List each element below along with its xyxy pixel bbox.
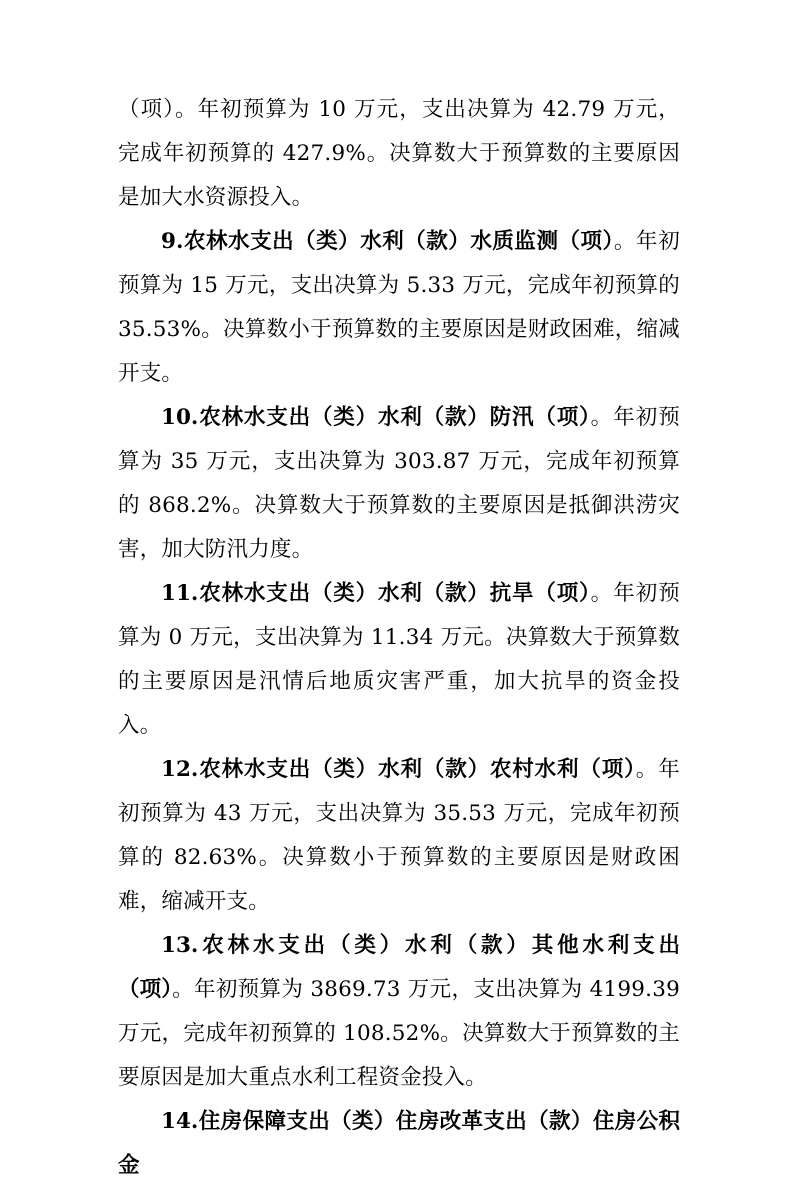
- paragraph-item-12: [118, 748, 680, 924]
- paragraph-text: （项）。年初预算为 10 万元，支出决算为 42.79 万元，完成年初预算的 427.9%。决算数大于预算数的主要原因是加大水资源投入。: [118, 97, 680, 210]
- paragraph-lead-label: 9.农林水支出（类）水利（款）水质监测（项）: [161, 229, 614, 254]
- paragraph-text: 。年初预算为 43 万元，支出决算为 35.53 万元，完成年初预算的 82.63%。决算数小于预算数的主要原因是财政困难，缩减开支。: [118, 757, 680, 914]
- paragraph-item-13: [118, 924, 680, 1100]
- paragraph-text: 。年初预算为 0 万元，支出决算为 11.34 万元。决算数大于预算数的主要原因是汛情后地质灾害严重，加大抗旱的资金投入。: [118, 581, 680, 738]
- paragraph-item-14: [118, 1100, 680, 1188]
- paragraph-lead-label: 12.农林水支出（类）水利（款）农村水利（项）: [161, 757, 636, 782]
- paragraph-item-11: [118, 572, 680, 748]
- paragraph-item-10: [118, 396, 680, 572]
- page-text-body: [118, 88, 680, 1188]
- paragraph-text: 。年初预算为 35 万元，支出决算为 303.87 万元，完成年初预算的 868.2%。决算数大于预算数的主要原因是抵御洪涝灾害，加大防汛力度。: [118, 405, 680, 562]
- paragraph-item-9: [118, 220, 680, 396]
- paragraph-lead-label: 14.住房保障支出（类）住房改革支出（款）住房公积金: [118, 1109, 680, 1178]
- paragraph-lead-label: 11.农林水支出（类）水利（款）抗旱（项）: [161, 581, 591, 606]
- paragraph-text: 。年初预算为 15 万元，支出决算为 5.33 万元，完成年初预算的 35.53%。决算数小于预算数的主要原因是财政困难，缩减开支。: [118, 229, 680, 386]
- paragraph-lead-label: 13.农林水支出（类）水利（款）其他水利支出（项）: [118, 933, 680, 1002]
- paragraph-text: 。年初预算为 3869.73 万元，支出决算为 4199.39 万元，完成年初预算的 108.52%。决算数大于预算数的主要原因是加大重点水利工程资金投入。: [118, 977, 680, 1090]
- paragraph-continued: [118, 88, 680, 220]
- paragraph-lead-label: 10.农林水支出（类）水利（款）防汛（项）: [161, 405, 591, 430]
